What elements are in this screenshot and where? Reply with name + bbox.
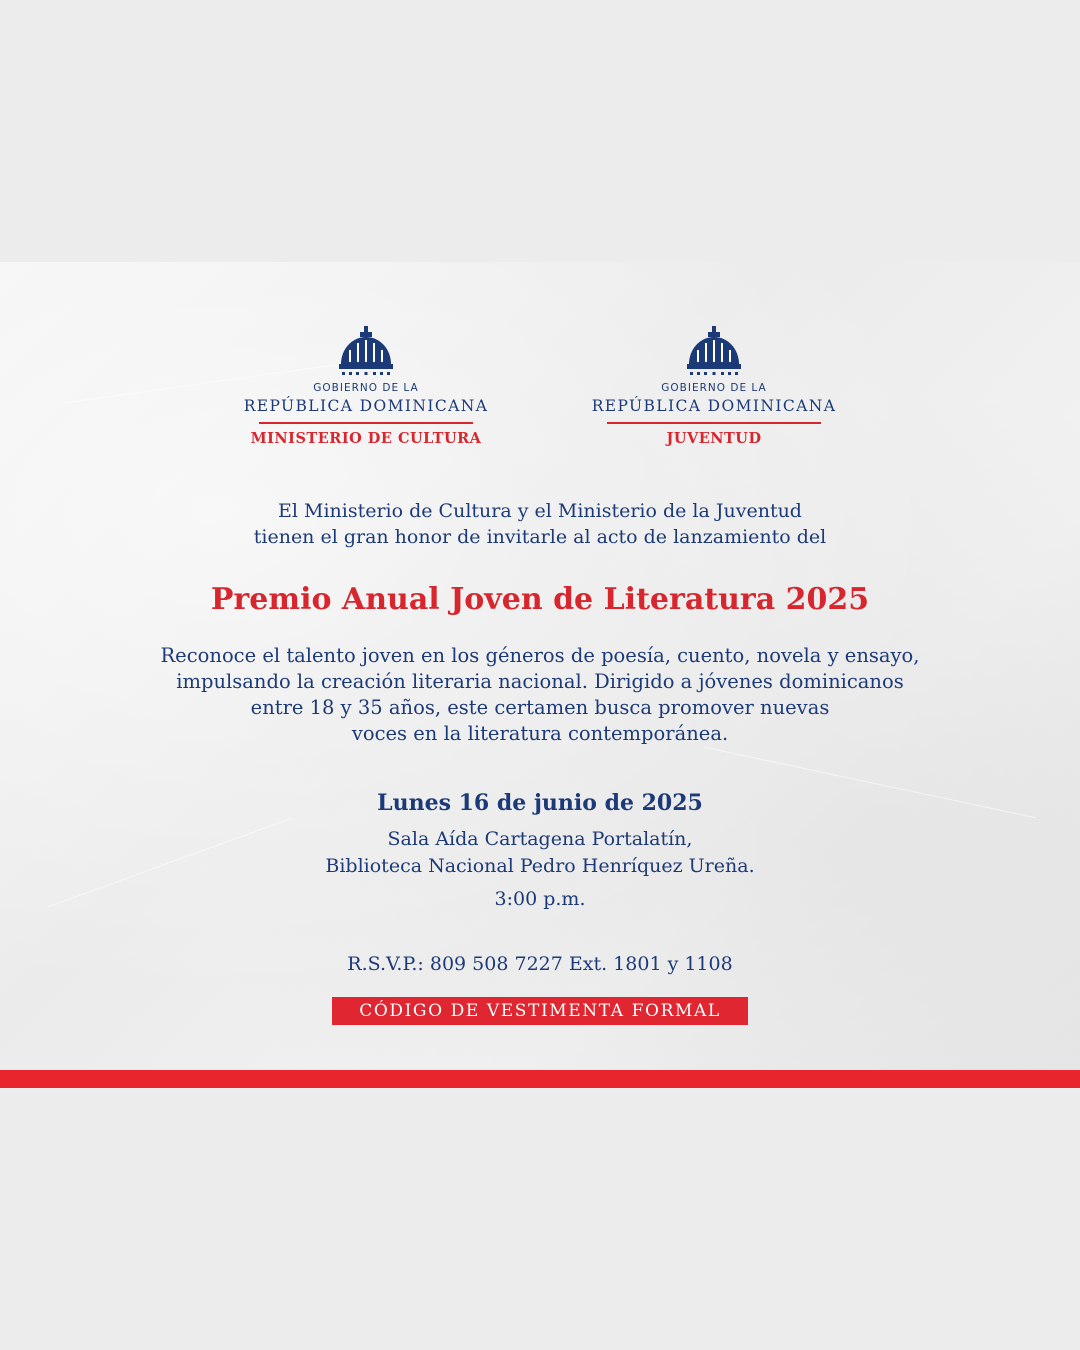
description-line: entre 18 y 35 años, este certamen busca promover nuevas [250, 696, 830, 719]
bottom-red-stripe [0, 1070, 1080, 1088]
logo-ministry-name: JUVENTUD [666, 430, 762, 447]
event-description [0, 643, 1080, 747]
intro-text [0, 498, 1080, 550]
logo-ministerio-cultura [236, 324, 496, 448]
logo-divider [259, 422, 473, 424]
logo-republica-text: REPÚBLICA DOMINICANA [243, 397, 489, 415]
dome-icon [336, 324, 396, 378]
logo-gobierno-text: GOBIERNO DE LA [313, 382, 419, 394]
logo-ministerio-juventud [584, 324, 844, 448]
event-title: Premio Anual Joven de Literatura 2025 [210, 582, 870, 617]
description-line: Reconoce el talento joven en los géneros de poesía, cuento, novela y ensayo, [160, 644, 920, 667]
description-line: impulsando la creación literaria nacional. Dirigido a jóvenes dominicanos [176, 670, 904, 693]
dome-icon [684, 324, 744, 378]
event-time: 3:00 p.m. [494, 888, 586, 910]
logo-divider [607, 422, 821, 424]
logo-gobierno-text: GOBIERNO DE LA [661, 382, 767, 394]
description-line: voces en la literatura contemporánea. [351, 722, 729, 745]
venue-line: Sala Aída Cartagena Portalatín, [387, 828, 693, 850]
logo-republica-text: REPÚBLICA DOMINICANA [591, 397, 837, 415]
invitation-card [0, 262, 1080, 1088]
rsvp-text: R.S.V.P.: 809 508 7227 Ext. 1801 y 1108 [347, 953, 733, 975]
event-venue [0, 826, 1080, 880]
intro-line: tienen el gran honor de invitarle al acto de lanzamiento del [253, 526, 827, 548]
dress-code-badge: CÓDIGO DE VESTIMENTA FORMAL [332, 997, 748, 1025]
logo-ministry-name: MINISTERIO DE CULTURA [250, 430, 482, 447]
event-date: Lunes 16 de junio de 2025 [377, 790, 703, 816]
venue-line: Biblioteca Nacional Pedro Henríquez Ureña. [325, 855, 755, 877]
intro-line: El Ministerio de Cultura y el Ministerio de la Juventud [278, 500, 802, 522]
